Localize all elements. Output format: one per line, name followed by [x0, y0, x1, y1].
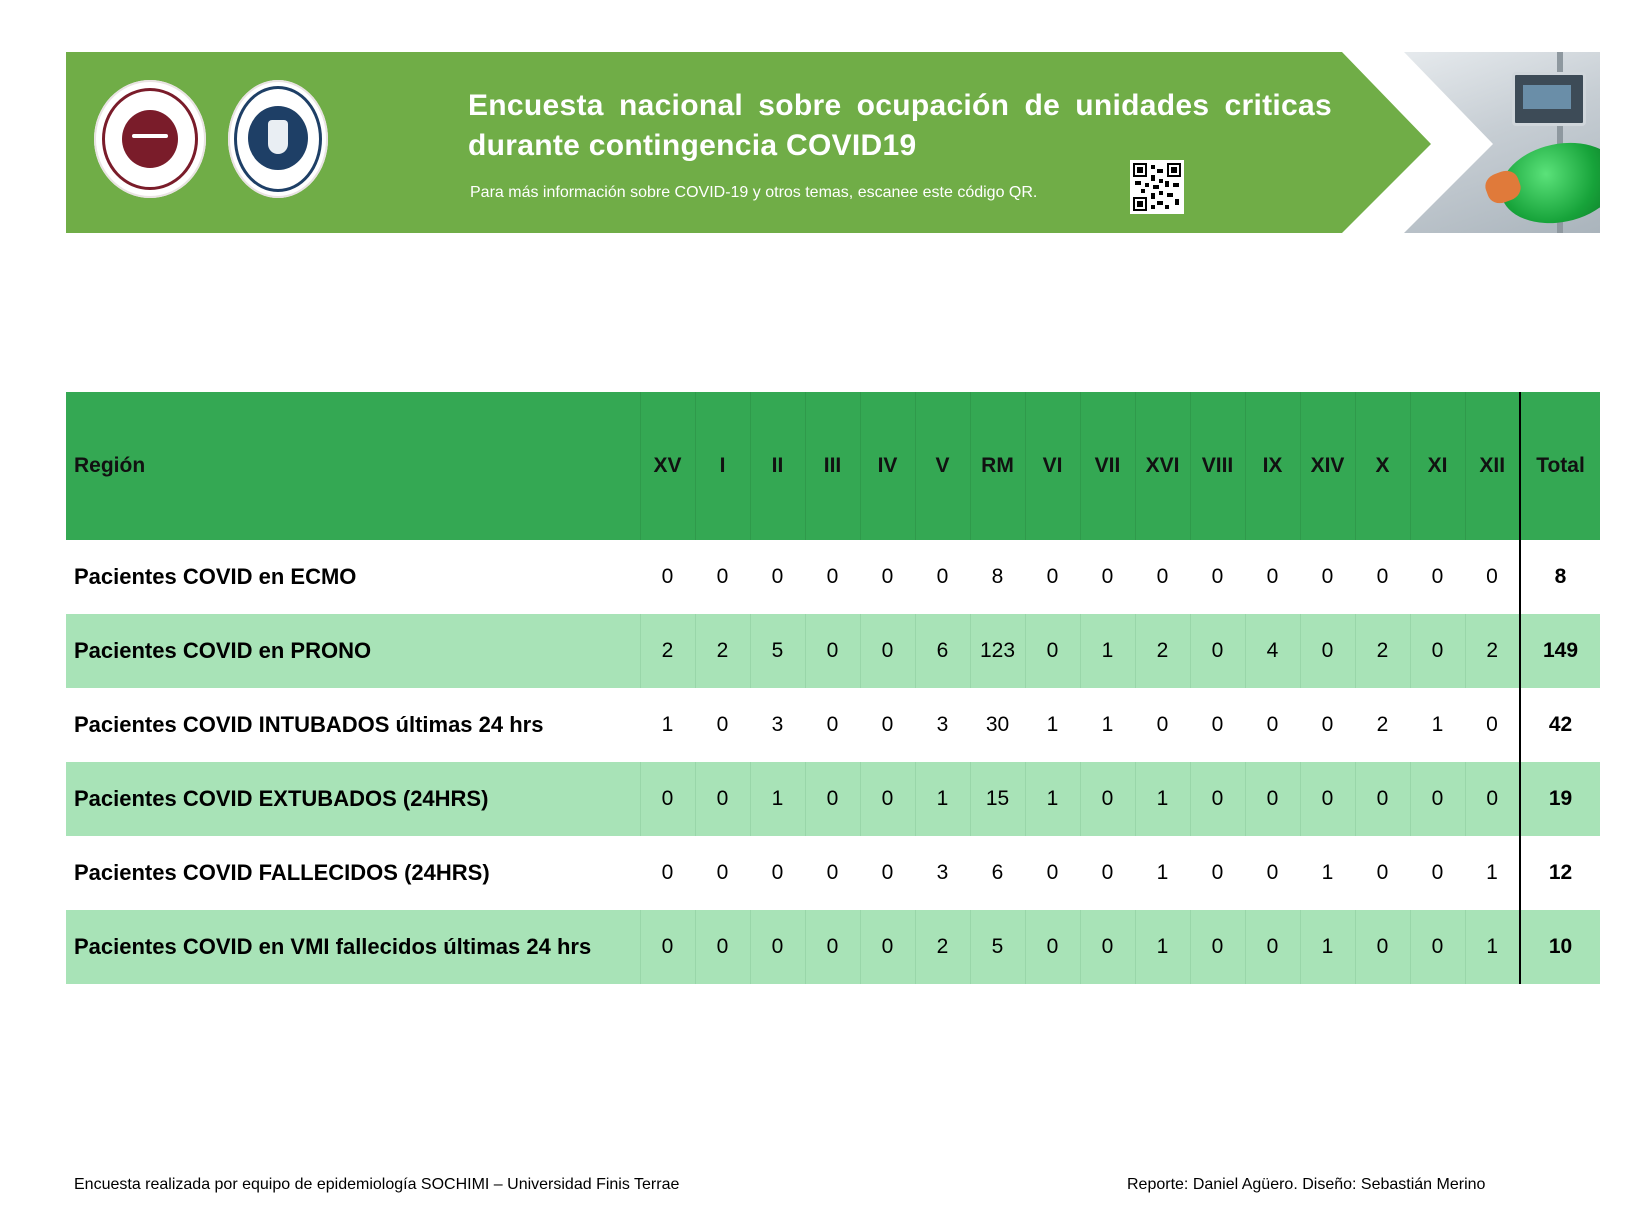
table-cell: 15 [970, 762, 1025, 836]
column-header-region: Región [66, 392, 640, 540]
table-cell: 4 [1245, 614, 1300, 688]
table-cell: 0 [1266, 861, 1279, 884]
table-cell: 0 [1300, 614, 1355, 688]
table-cell: 5 [970, 910, 1025, 984]
table-cell: 1 [1465, 910, 1520, 984]
table-cell: 0 [1046, 861, 1059, 884]
row-total: 10 [1520, 910, 1600, 984]
table-cell: 0 [1321, 713, 1334, 736]
qr-note: Para más información sobre COVID-19 y otros temas, escanee este código QR. [470, 184, 1038, 201]
table-row [66, 762, 1600, 836]
icu-occupancy-table [66, 392, 1600, 984]
sochimi-logo [94, 80, 206, 198]
table-cell: 0 [1156, 565, 1169, 588]
table-cell: 0 [661, 861, 674, 884]
table-cell: 123 [970, 614, 1025, 688]
table-cell: 0 [881, 713, 894, 736]
table-cell: 0 [1266, 565, 1279, 588]
table-cell: 0 [1355, 910, 1410, 984]
row-label: Pacientes COVID en PRONO [66, 614, 640, 688]
table-row [66, 540, 1600, 614]
table-cell: 2 [1135, 614, 1190, 688]
table-cell: 1 [1046, 713, 1059, 736]
column-header-region-iv: IV [860, 392, 915, 540]
row-label: Pacientes COVID EXTUBADOS (24HRS) [66, 762, 640, 836]
table-cell: 0 [1465, 762, 1520, 836]
table-cell: 2 [1355, 614, 1410, 688]
table-cell: 2 [1465, 614, 1520, 688]
row-total: 19 [1520, 762, 1600, 836]
table-cell: 0 [1245, 910, 1300, 984]
table-cell: 8 [991, 565, 1004, 588]
table-cell: 2 [695, 614, 750, 688]
universidad-finis-terrae-logo [228, 80, 328, 198]
column-header-region-xiv: XIV [1300, 392, 1355, 540]
table-cell: 0 [1410, 614, 1465, 688]
table-cell: 0 [1190, 614, 1245, 688]
column-header-region-iii: III [805, 392, 860, 540]
row-total: 149 [1520, 614, 1600, 688]
row-total: 8 [1520, 540, 1600, 614]
column-header-region-ii: II [750, 392, 805, 540]
table-cell: 0 [1486, 565, 1498, 588]
table-cell: 0 [695, 910, 750, 984]
table-cell: 0 [805, 762, 860, 836]
table-cell: 0 [1101, 565, 1114, 588]
table-header-row [66, 392, 1600, 540]
table-cell: 0 [826, 565, 839, 588]
table-cell: 0 [1300, 762, 1355, 836]
column-header-region-viii: VIII [1190, 392, 1245, 540]
table-cell: 0 [1266, 713, 1279, 736]
table-cell: 3 [936, 861, 949, 884]
column-header-region-xi: XI [1410, 392, 1465, 540]
table-cell: 0 [716, 713, 729, 736]
column-header-total: Total [1520, 392, 1600, 540]
table-cell: 0 [1046, 565, 1059, 588]
table-cell: 1 [915, 762, 970, 836]
table-cell: 1 [1321, 861, 1334, 884]
table-cell: 0 [1376, 861, 1389, 884]
table-cell: 0 [1101, 861, 1114, 884]
row-label: Pacientes COVID en ECMO [74, 564, 357, 589]
table-cell: 0 [1211, 565, 1224, 588]
table-row [66, 910, 1600, 984]
table-cell: 1 [1135, 910, 1190, 984]
table-cell: 3 [771, 713, 784, 736]
header-banner [66, 52, 1600, 233]
table-cell: 0 [1025, 910, 1080, 984]
table-cell: 0 [1486, 713, 1498, 736]
table-cell: 1 [1300, 910, 1355, 984]
table-cell: 0 [1080, 910, 1135, 984]
table-cell: 0 [936, 565, 949, 588]
table-cell: 0 [1431, 861, 1444, 884]
column-header-region-rm: RM [970, 392, 1025, 540]
column-header-region-ix: IX [1245, 392, 1300, 540]
table-cell: 0 [716, 861, 729, 884]
table-cell: 6 [915, 614, 970, 688]
page-title: Encuesta nacional sobre ocupación de unidades criticas durante contingencia COVID19 [468, 89, 1332, 162]
table-cell: 0 [1190, 762, 1245, 836]
table-cell: 0 [771, 565, 784, 588]
table-cell: 30 [985, 713, 1010, 736]
table-cell: 0 [771, 861, 784, 884]
table-cell: 3 [936, 713, 949, 736]
table-cell: 6 [991, 861, 1004, 884]
column-header-region-xv: XV [640, 392, 695, 540]
column-header-region-vii: VII [1080, 392, 1135, 540]
table-cell: 0 [860, 614, 915, 688]
table-body [66, 540, 1600, 984]
row-label: Pacientes COVID en VMI fallecidos últimas 24 hrs [66, 910, 640, 984]
column-header-region-i: I [695, 392, 750, 540]
table-cell: 1 [661, 713, 674, 736]
table-cell: 0 [826, 713, 839, 736]
column-header-region-xvi: XVI [1135, 392, 1190, 540]
row-total: 42 [1520, 688, 1600, 762]
row-label: Pacientes COVID FALLECIDOS (24HRS) [74, 860, 490, 885]
table-cell: 0 [1190, 910, 1245, 984]
table-row [66, 614, 1600, 688]
table-cell: 0 [805, 614, 860, 688]
table-cell: 0 [1355, 762, 1410, 836]
column-header-region-x: X [1355, 392, 1410, 540]
table-cell: 1 [750, 762, 805, 836]
table-cell: 1 [1101, 713, 1114, 736]
table-cell: 0 [805, 910, 860, 984]
table-cell: 0 [1211, 713, 1224, 736]
table-cell: 0 [1410, 910, 1465, 984]
table-cell: 0 [1080, 762, 1135, 836]
table-cell: 0 [826, 861, 839, 884]
table-cell: 1 [1080, 614, 1135, 688]
table-cell: 1 [1156, 861, 1169, 884]
table-cell: 1 [1025, 762, 1080, 836]
table-cell: 0 [716, 565, 729, 588]
table-cell: 0 [1321, 565, 1334, 588]
footer-credit-survey: Encuesta realizada por equipo de epidemiología SOCHIMI – Universidad Finis Terrae [74, 1176, 680, 1193]
table-cell: 0 [881, 861, 894, 884]
table-cell: 1 [1486, 861, 1498, 884]
table-cell: 0 [661, 565, 674, 588]
column-header-region-xii: XII [1465, 392, 1520, 540]
table-cell: 0 [640, 762, 695, 836]
table-cell: 5 [750, 614, 805, 688]
row-label: Pacientes COVID INTUBADOS últimas 24 hrs [74, 712, 544, 737]
qr-code-icon[interactable] [1130, 160, 1184, 214]
table-cell: 0 [1025, 614, 1080, 688]
table-cell: 2 [915, 910, 970, 984]
table-cell: 0 [1156, 713, 1169, 736]
table-cell: 0 [860, 762, 915, 836]
column-header-region-v: V [915, 392, 970, 540]
table-cell: 0 [1431, 565, 1444, 588]
table-cell: 0 [1410, 762, 1465, 836]
table-cell: 0 [1376, 565, 1389, 588]
table-cell: 2 [1376, 713, 1389, 736]
table-row [66, 688, 1600, 762]
row-total: 12 [1520, 836, 1600, 910]
table-cell: 0 [881, 565, 894, 588]
table-cell: 0 [640, 910, 695, 984]
table-cell: 0 [695, 762, 750, 836]
table-cell: 0 [1245, 762, 1300, 836]
column-header-region-vi: VI [1025, 392, 1080, 540]
footer-credit-report: Reporte: Daniel Agüero. Diseño: Sebastián Merino [1127, 1176, 1486, 1193]
table-cell: 0 [750, 910, 805, 984]
table-cell: 2 [640, 614, 695, 688]
table-cell: 0 [860, 910, 915, 984]
table-row [66, 836, 1600, 910]
table-cell: 1 [1135, 762, 1190, 836]
table-cell: 1 [1431, 713, 1444, 736]
table-cell: 0 [1211, 861, 1224, 884]
